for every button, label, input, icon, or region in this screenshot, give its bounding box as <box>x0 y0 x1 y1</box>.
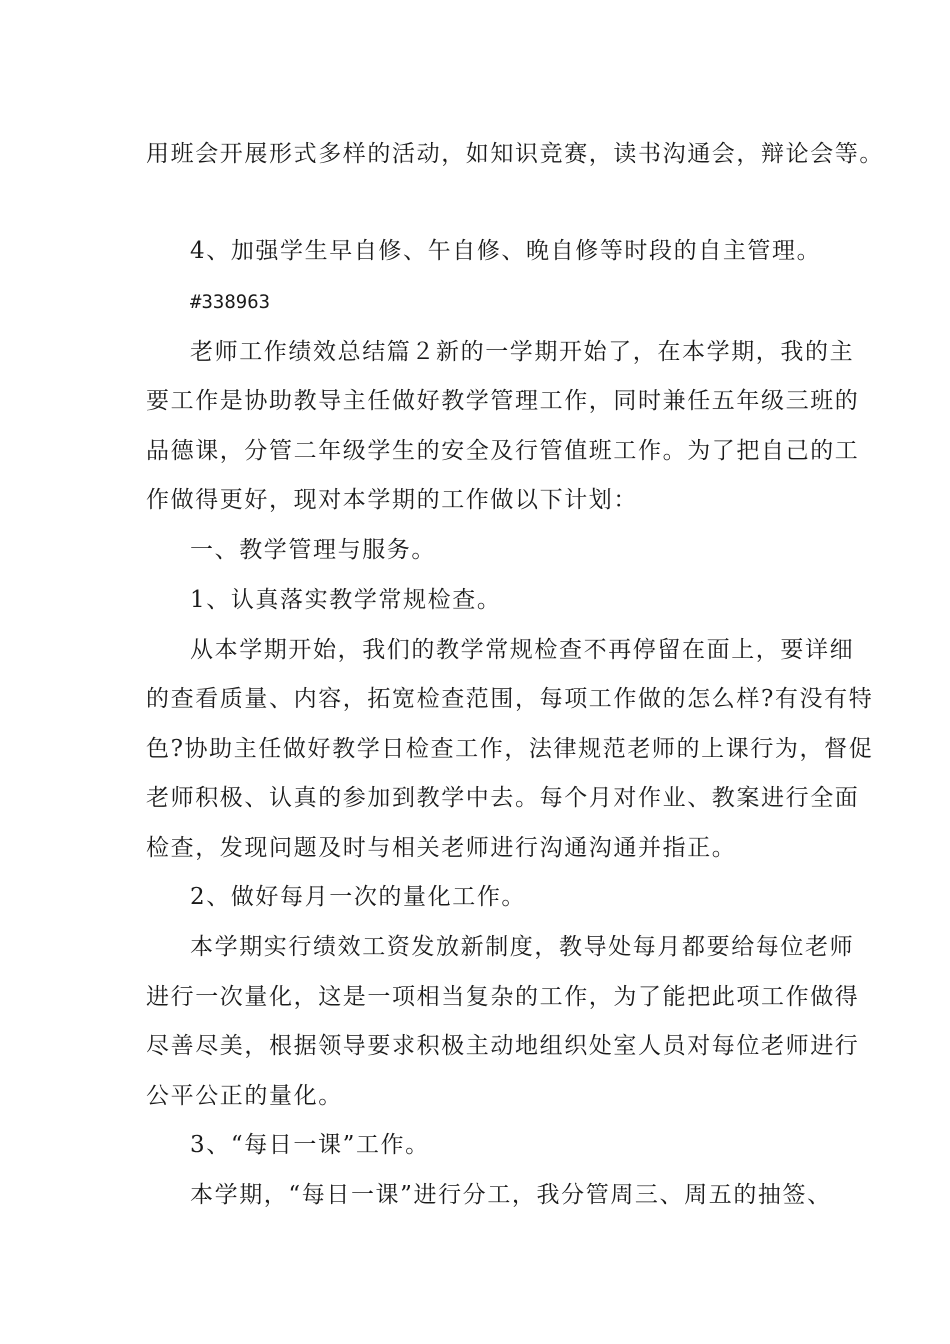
text-line: 用班会开展形式多样的活动，如知识竞赛，读书沟通会，辩论会等。 <box>146 141 884 167</box>
text-line: 的查看质量、内容，拓宽检查范围，每项工作做的怎么样?有没有特 <box>146 686 874 712</box>
text-line: 品德课，分管二年级学生的安全及行管值班工作。为了把自己的工 <box>146 438 860 464</box>
subsection-heading: 1、认真落实教学常规检查。 <box>190 587 502 613</box>
text-line: 进行一次量化，这是一项相当复杂的工作，为了能把此项工作做得 <box>146 984 860 1010</box>
subsection-heading: 3、“每日一课”工作。 <box>190 1132 430 1158</box>
text-line: 4、加强学生早自修、午自修、晚自修等时段的自主管理。 <box>190 238 822 264</box>
document-id-tag: #338963 <box>190 291 271 313</box>
text-line: 本学期，“每日一课”进行分工，我分管周三、周五的抽签、 <box>190 1182 832 1208</box>
subsection-heading: 2、做好每月一次的量化工作。 <box>190 884 527 910</box>
text-line: 检查，发现问题及时与相关老师进行沟通沟通并指正。 <box>146 835 737 861</box>
text-line: 老师积极、认真的参加到教学中去。每个月对作业、教案进行全面 <box>146 785 860 811</box>
section-heading: 一、教学管理与服务。 <box>190 537 436 563</box>
text-line: 色?协助主任做好教学日检查工作，法律规范老师的上课行为，督促 <box>146 736 874 762</box>
text-line: 尽善尽美，根据领导要求积极主动地组织处室人员对每位老师进行 <box>146 1033 860 1059</box>
text-line: 老师工作绩效总结篇２新的一学期开始了，在本学期，我的主 <box>190 339 855 365</box>
text-line: 公平公正的量化。 <box>146 1083 343 1109</box>
text-line: 本学期实行绩效工资发放新制度，教导处每月都要给每位老师 <box>190 934 855 960</box>
text-line: 作做得更好，现对本学期的工作做以下计划： <box>146 487 638 513</box>
text-line: 要工作是协助教导主任做好教学管理工作，同时兼任五年级三班的 <box>146 388 860 414</box>
text-line: 从本学期开始，我们的教学常规检查不再停留在面上，要详细 <box>190 637 855 663</box>
